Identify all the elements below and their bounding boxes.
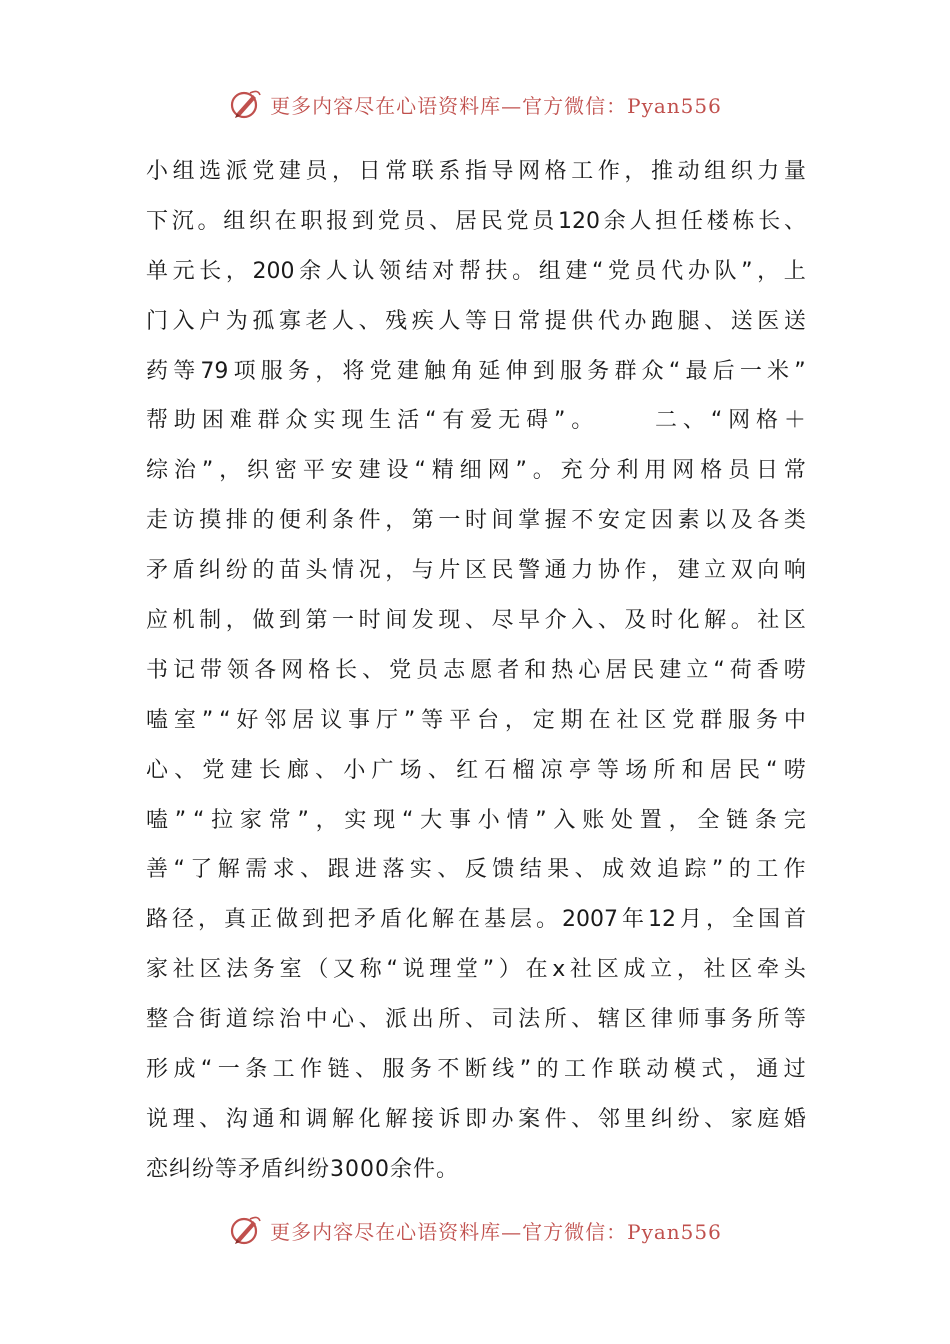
text-line: 单 元 长 ， 200 余 人 认 领 结 对 帮 扶 。 组 建 “ 党 员 代 办 队 ” ， 上 bbox=[146, 258, 806, 284]
header-banner-text: 更多内容尽在心语资料库—官方微信：Pyan556 bbox=[270, 93, 722, 118]
text-line: 嗑 ” “ 拉 家 常 ” ， 实 现 “ 大 事 小 情 ” 入 账 处 置 ， 全 链 条 完 bbox=[146, 807, 806, 833]
pen-logo-icon bbox=[228, 1213, 262, 1247]
footer-banner-text: 更多内容尽在心语资料库—官方微信：Pyan556 bbox=[270, 1219, 722, 1244]
text-line: 形 成 “ 一 条 工 作 链 、 服 务 不 断 线 ” 的 工 作 联 动 模 式 ， 通 过 bbox=[146, 1057, 806, 1083]
text-line: 恋纠纷等矛盾纠纷3000余件。 bbox=[146, 1156, 459, 1182]
text-line: 心 、 党 建 长 廊 、 小 广 场 、 红 石 榴 凉 亭 等 场 所 和 居 民 “ 唠 bbox=[146, 757, 806, 783]
footer-banner bbox=[0, 1210, 950, 1250]
text-line: 帮 助 困 难 群 众 实 现 生 活 “ 有 爱 无 碍 ” 。 二 、 “ 网 格 ＋ bbox=[146, 408, 806, 434]
text-line: 嗑 室 ” “ 好 邻 居 议 事 厅 ” 等 平 台 ， 定 期 在 社 区 党 群 服 务 中 bbox=[146, 707, 806, 733]
text-line: 善 “ 了 解 需 求 、 跟 进 落 实 、 反 馈 结 果 、 成 效 追 踪 ” 的 工 作 bbox=[146, 857, 806, 883]
text-line: 综 治 ” ， 织 密 平 安 建 设 “ 精 细 网 ” 。 充 分 利 用 网 格 员 日 常 bbox=[146, 458, 806, 484]
pen-logo-icon bbox=[228, 87, 262, 121]
text-line: 书 记 带 领 各 网 格 长 、 党 员 志 愿 者 和 热 心 居 民 建 立 “ 荷 香 唠 bbox=[146, 657, 806, 683]
header-banner bbox=[0, 84, 950, 124]
text-line: 下 沉 。 组 织 在 职 报 到 党 员 、 居 民 党 员 120 余 人 担 任 楼 栋 长 、 bbox=[146, 208, 806, 234]
text-line: 路 径 ， 真 正 做 到 把 矛 盾 化 解 在 基 层 。 2007 年 12 月 ， 全 国 首 bbox=[146, 907, 806, 933]
text-line: 说 理 、 沟 通 和 调 解 化 解 接 诉 即 办 案 件 、 邻 里 纠 纷 、 家 庭 婚 bbox=[146, 1106, 806, 1132]
text-line: 药 等 79 项 服 务 ， 将 党 建 触 角 延 伸 到 服 务 群 众 “ 最 后 一 米 ” bbox=[146, 358, 806, 384]
text-line: 门 入 户 为 孤 寡 老 人 、 残 疾 人 等 日 常 提 供 代 办 跑 腿 、 送 医 送 bbox=[146, 308, 806, 334]
document-body bbox=[146, 147, 806, 1195]
text-line: 家 社 区 法 务 室 （ 又 称 “ 说 理 堂 ” ） 在 x 社 区 成 立 ， 社 区 牵 头 bbox=[146, 957, 806, 983]
text-line: 小 组 选 派 党 建 员 ， 日 常 联 系 指 导 网 格 工 作 ， 推 动 组 织 力 量 bbox=[146, 159, 806, 184]
text-line: 走 访 摸 排 的 便 利 条 件 ， 第 一 时 间 掌 握 不 安 定 因 素 以 及 各 类 bbox=[146, 508, 806, 534]
text-line: 应 机 制 ， 做 到 第 一 时 间 发 现 、 尽 早 介 入 、 及 时 化 解 。 社 区 bbox=[146, 608, 806, 634]
text-line: 矛 盾 纠 纷 的 苗 头 情 况 ， 与 片 区 民 警 通 力 协 作 ， 建 立 双 向 响 bbox=[146, 558, 806, 584]
text-line: 整 合 街 道 综 治 中 心 、 派 出 所 、 司 法 所 、 辖 区 律 师 事 务 所 等 bbox=[146, 1007, 806, 1033]
